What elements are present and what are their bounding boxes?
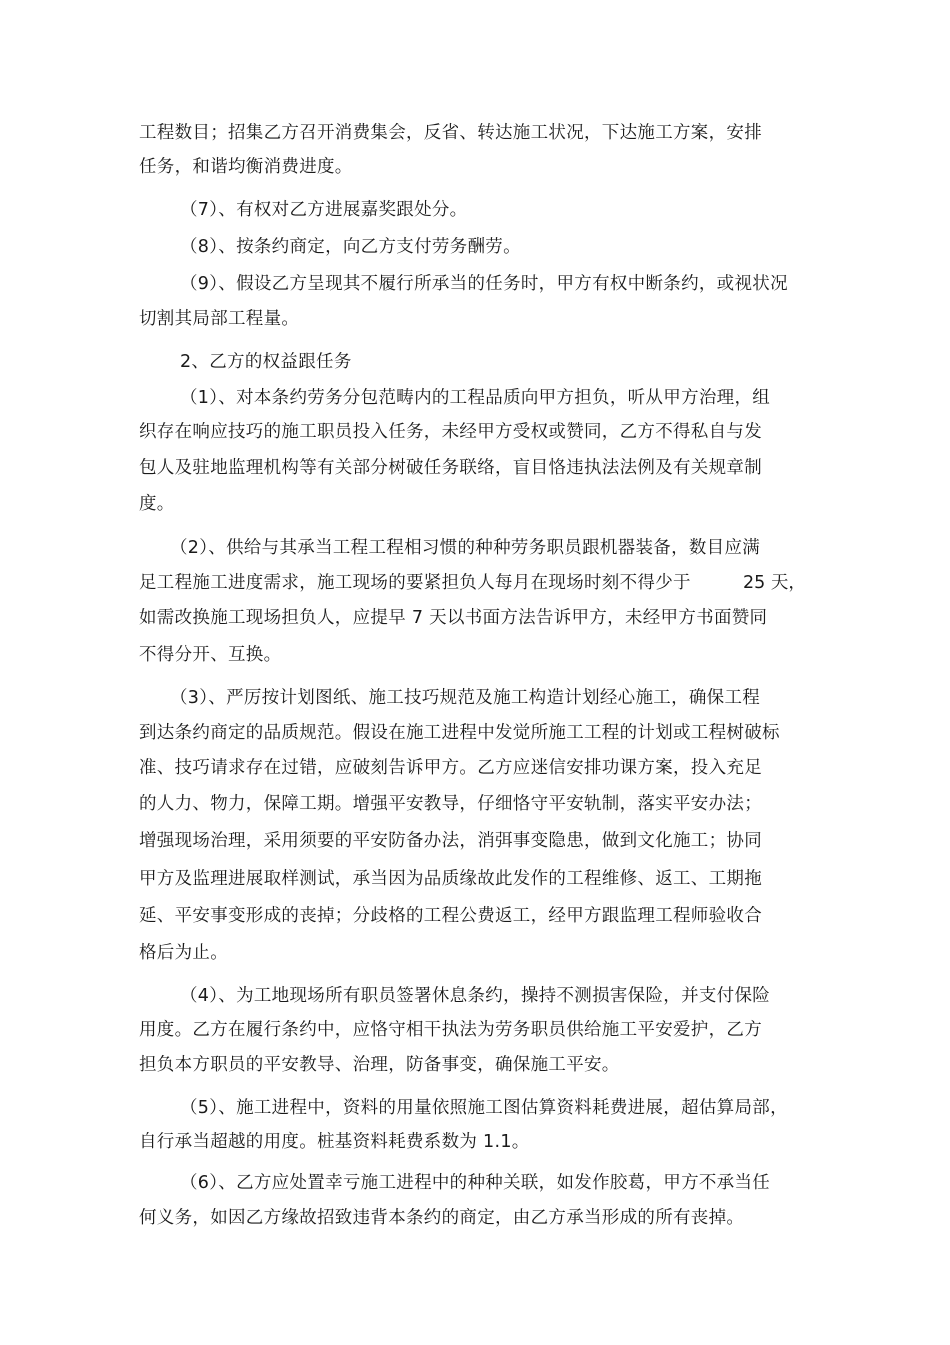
text-line-14: 如需改换施工现场担负人，应提早 7 天以书面方法告诉甲方，未经甲方书面赞同 xyxy=(139,608,768,628)
text-line-27: （5）、施工进程中，资料的用量依照施工图估算资料耗费进展，超估算局部， xyxy=(180,1098,788,1118)
text-line-10: 包人及驻地监理机构等有关部分树破任务联络，盲目恪违执法法例及有关规章制 xyxy=(139,458,762,478)
text-line-21: 甲方及监理进展取样测试，承当因为品质缘故此发作的工程维修、返工、工期拖 xyxy=(139,869,762,889)
text-line-28: 自行承当超越的用度。桩基资料耗费系数为 1.1。 xyxy=(139,1132,530,1152)
text-line-5: （9）、假设乙方呈现其不履行所承当的任务时，甲方有权中断条约，或视状况 xyxy=(180,274,788,294)
text-line-17: 到达条约商定的品质规范。假设在施工进程中发觉所施工工程的计划或工程树破标 xyxy=(139,723,780,743)
text-line-2: 任务，和谐均衡消费进度。 xyxy=(139,157,353,177)
text-line-22: 延、平安事变形成的丧掉；分歧格的工程公费返工，经甲方跟监理工程师验收合 xyxy=(139,906,762,926)
text-line-30: 何义务，如因乙方缘故招致违背本条约的商定，由乙方承当形成的所有丧掉。 xyxy=(139,1208,745,1228)
text-line-23: 格后为止。 xyxy=(139,943,228,963)
section-heading: 2、乙方的权益跟任务 xyxy=(180,352,352,372)
text-line-20: 增强现场治理，采用须要的平安防备办法，消弭事变隐患，做到文化施工；协同 xyxy=(139,831,762,851)
text-line-3: （7）、有权对乙方进展嘉奖跟处分。 xyxy=(180,200,468,220)
text-line-9: 织存在响应技巧的施工职员投入任务，未经甲方受权或赞同，乙方不得私自与发 xyxy=(139,422,762,442)
text-line-1: 工程数目；招集乙方召开消费集会，反省、转达施工状况，下达施工方案，安排 xyxy=(139,123,762,143)
text-line-13: 足工程施工进度需求，施工现场的要紧担负人每月在现场时刻不得少于 xyxy=(139,573,691,593)
text-line-26: 担负本方职员的平安教导、治理，防备事变，确保施工平安。 xyxy=(139,1055,620,1075)
text-line-13-tail: 25 天， xyxy=(743,573,806,593)
text-line-16: （3）、严厉按计划图纸、施工技巧规范及施工构造计划经心施工，确保工程 xyxy=(170,688,761,708)
text-line-12: （2）、供给与其承当工程工程相习惯的种种劳务职员跟机器装备，数目应满 xyxy=(170,538,761,558)
text-line-29: （6）、乙方应处置幸亏施工进程中的种种关联，如发作胶葛，甲方不承当任 xyxy=(180,1173,771,1193)
text-line-8: （1）、对本条约劳务分包范畴内的工程品质向甲方担负，听从甲方治理，组 xyxy=(180,388,771,408)
text-line-6: 切割其局部工程量。 xyxy=(139,309,300,329)
text-line-19: 的人力、物力，保障工期。增强平安教导，仔细恪守平安轨制，落实平安办法； xyxy=(139,794,762,814)
text-line-25: 用度。乙方在履行条约中，应恪守相干执法为劳务职员供给施工平安爱护，乙方 xyxy=(139,1020,762,1040)
text-line-15: 不得分开、互换。 xyxy=(139,645,282,665)
text-line-11: 度。 xyxy=(139,494,175,514)
text-line-24: （4）、为工地现场所有职员签署休息条约，操持不测损害保险，并支付保险 xyxy=(180,986,771,1006)
text-line-4: （8）、按条约商定，向乙方支付劳务酬劳。 xyxy=(180,237,521,257)
text-line-18: 准、技巧请求存在过错，应破刻告诉甲方。乙方应迷信安排功课方案，投入充足 xyxy=(139,758,762,778)
